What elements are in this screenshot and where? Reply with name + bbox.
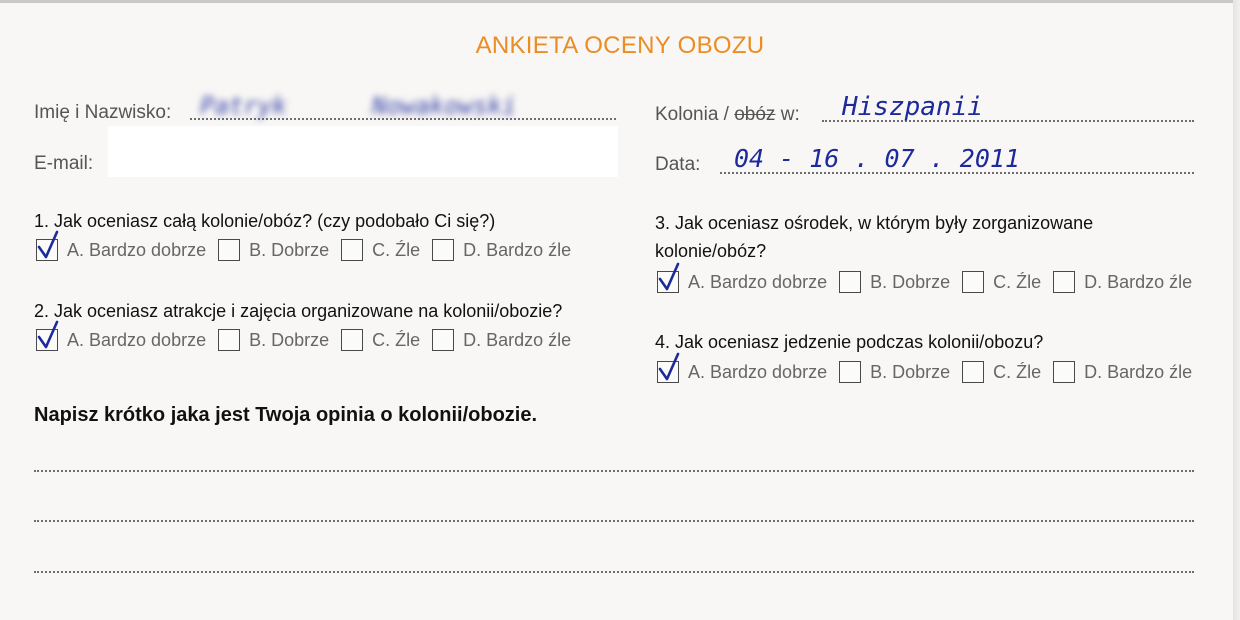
card-top-edge — [0, 0, 1240, 3]
q2-option-a[interactable] — [36, 329, 206, 351]
camp-label-struck: obóz — [734, 104, 776, 125]
question-1-options — [36, 239, 583, 261]
question-4-options — [657, 361, 1204, 383]
q4-checkbox-a-checked[interactable] — [657, 361, 679, 383]
question-3-line-1: 3. Jak oceniasz ośrodek, w którym były zorganizowane — [655, 213, 1094, 233]
form-title: ANKIETA OCENY OBOZU — [475, 32, 765, 59]
opinion-prompt: Napisz krótko jaka jest Twoja opinia o kolonii/obozie. — [34, 404, 538, 426]
q3-checkbox-d[interactable] — [1053, 271, 1075, 293]
q4-option-a[interactable] — [657, 361, 827, 383]
q2-option-d[interactable] — [432, 329, 571, 351]
q3-option-d-label: D. Bardzo źle — [1084, 271, 1193, 292]
q2-checkbox-c[interactable] — [341, 329, 363, 351]
q1-checkbox-b[interactable] — [218, 239, 240, 261]
q3-option-c-label: C. Źle — [993, 271, 1042, 292]
q3-option-a[interactable] — [657, 271, 827, 293]
checkmark-icon — [655, 262, 683, 294]
q1-checkbox-a-checked[interactable] — [36, 239, 58, 261]
question-2-options — [36, 329, 583, 351]
q2-option-a-label: A. Bardzo dobrze — [67, 329, 207, 350]
q3-option-a-label: A. Bardzo dobrze — [688, 271, 828, 292]
camp-label-prefix: Kolonia / — [655, 104, 729, 125]
q3-option-c[interactable] — [962, 271, 1041, 293]
checkmark-icon — [655, 352, 683, 384]
camp-label — [655, 104, 800, 126]
q1-option-a-label: A. Bardzo dobrze — [67, 239, 207, 260]
checkmark-icon — [34, 320, 62, 352]
q1-option-b[interactable] — [218, 239, 329, 261]
opinion-line-3[interactable] — [34, 571, 1194, 573]
camp-label-suffix: w: — [780, 104, 800, 125]
q4-checkbox-c[interactable] — [962, 361, 984, 383]
q3-option-b-label: B. Dobrze — [870, 271, 951, 292]
date-handwriting: 04 - 16 . 07 . 2011 — [734, 144, 1020, 173]
q3-option-b[interactable] — [839, 271, 950, 293]
q4-option-b-label: B. Dobrze — [870, 361, 951, 382]
camp-handwriting: Hiszpanii — [842, 92, 983, 122]
q1-option-b-label: B. Dobrze — [249, 239, 330, 260]
name-first-handwriting: Patryk — [200, 92, 287, 120]
q4-option-c-label: C. Źle — [993, 361, 1042, 382]
q4-option-c[interactable] — [962, 361, 1041, 383]
q1-checkbox-d[interactable] — [432, 239, 454, 261]
q1-checkbox-c[interactable] — [341, 239, 363, 261]
question-4: 4. Jak oceniasz jedzenie podczas kolonii/obozu? — [655, 332, 1044, 352]
q1-option-c[interactable] — [341, 239, 420, 261]
q1-option-d[interactable] — [432, 239, 571, 261]
q2-option-d-label: D. Bardzo źle — [463, 329, 572, 350]
name-last-handwriting: Nowakowski — [372, 92, 517, 120]
q2-option-c-label: C. Źle — [372, 329, 421, 350]
q4-checkbox-b[interactable] — [839, 361, 861, 383]
q3-checkbox-a-checked[interactable] — [657, 271, 679, 293]
question-1: 1. Jak oceniasz całą kolonie/obóz? (czy podobało Ci się?) — [34, 211, 496, 231]
date-label: Data: — [655, 154, 701, 175]
q1-option-c-label: C. Źle — [372, 239, 421, 260]
q4-option-d[interactable] — [1053, 361, 1192, 383]
q2-checkbox-d[interactable] — [432, 329, 454, 351]
q4-option-d-label: D. Bardzo źle — [1084, 361, 1193, 382]
q1-option-d-label: D. Bardzo źle — [463, 239, 572, 260]
q3-checkbox-b[interactable] — [839, 271, 861, 293]
name-label: Imię i Nazwisko: — [34, 102, 172, 123]
q2-checkbox-a-checked[interactable] — [36, 329, 58, 351]
question-3-options — [657, 271, 1204, 293]
question-3-line-2: kolonie/obóz? — [655, 241, 767, 261]
opinion-line-1[interactable] — [34, 470, 1194, 472]
opinion-line-2[interactable] — [34, 520, 1194, 522]
q2-checkbox-b[interactable] — [218, 329, 240, 351]
q2-option-b-label: B. Dobrze — [249, 329, 330, 350]
card-right-edge — [1233, 0, 1240, 620]
email-redaction — [108, 126, 618, 177]
question-2: 2. Jak oceniasz atrakcje i zajęcia organizowane na kolonii/obozie? — [34, 301, 563, 321]
q2-option-c[interactable] — [341, 329, 420, 351]
q1-option-a[interactable] — [36, 239, 206, 261]
q2-option-b[interactable] — [218, 329, 329, 351]
q3-checkbox-c[interactable] — [962, 271, 984, 293]
q4-option-a-label: A. Bardzo dobrze — [688, 361, 828, 382]
q4-option-b[interactable] — [839, 361, 950, 383]
q3-option-d[interactable] — [1053, 271, 1192, 293]
email-label: E-mail: — [34, 153, 94, 174]
checkmark-icon — [34, 230, 62, 262]
q4-checkbox-d[interactable] — [1053, 361, 1075, 383]
